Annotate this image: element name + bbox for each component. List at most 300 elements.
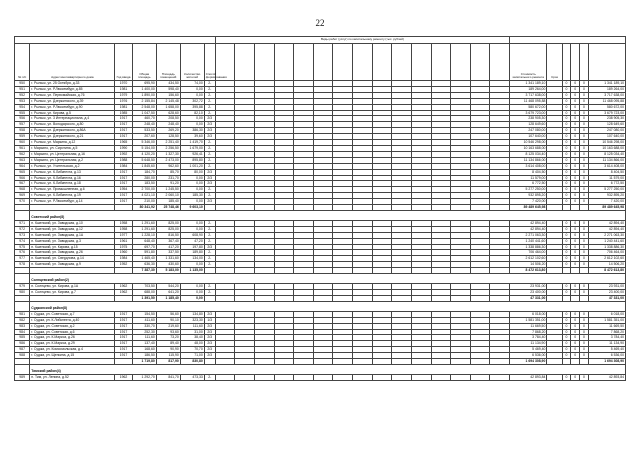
area-rooms-cell: 85,70 — [156, 169, 180, 175]
row-number: 957 — [15, 122, 30, 128]
residents-cell: 1 001,20 — [180, 163, 204, 169]
flag-cell: 0 — [571, 157, 580, 163]
residents-cell: 1 135,00 — [180, 268, 204, 274]
area-cell: 1 719,80 — [132, 359, 156, 365]
year-cell: 1917 — [115, 128, 132, 134]
method-cell: 2- — [204, 232, 215, 238]
flag-cell: 0 — [571, 145, 580, 151]
term-cell — [547, 374, 562, 380]
year-cell: 1962 — [115, 374, 132, 380]
flag-cell: 0 — [580, 256, 589, 262]
area-cell: 1 400,00 — [132, 86, 156, 92]
year-cell: 1917 — [115, 199, 132, 205]
flag-cell: 0 — [580, 128, 589, 134]
method-cell: 2/3 — [204, 169, 215, 175]
row-number: 969 — [15, 193, 30, 199]
total-cell: 1 694 308,90 — [510, 359, 547, 365]
flag-cell: 0 — [580, 347, 589, 353]
col-total: Стоимость капитального ремонта — [510, 44, 547, 81]
flag-cell: 0 — [580, 98, 589, 104]
work-cell — [254, 374, 274, 380]
area-cell: 688,00 — [132, 290, 156, 296]
total-repeat-cell: 10 546 298,00 — [588, 140, 625, 146]
total-repeat-cell: 89 489 645,98 — [588, 205, 625, 211]
method-cell: 2/3 — [204, 244, 215, 250]
section-header-row — [15, 274, 626, 284]
row-number: 967 — [15, 181, 30, 187]
address-cell: г. Рыльск, ул. Р.Люксембург, д.14 — [30, 199, 115, 205]
address-cell: г. Суджа, ул. К.Маркса, д.29 — [30, 341, 115, 347]
area-rooms-cell: 2 251,40 — [156, 140, 180, 146]
flag-cell: 0 — [562, 181, 571, 187]
total-repeat-cell: 2 271 063,30 — [588, 232, 625, 238]
flag-cell: 0 — [562, 323, 571, 329]
total-repeat-cell: 23 400,00 — [588, 290, 625, 296]
flag-cell: 0 — [571, 116, 580, 122]
total-cell: 8 472 613,80 — [510, 268, 547, 274]
total-cell: 11 579,00 — [510, 175, 547, 181]
residents-cell: 1 419,70 — [180, 140, 204, 146]
year-cell: 1984 — [115, 163, 132, 169]
flag-cell: 0 — [571, 244, 580, 250]
area-rooms-cell: 434,50 — [156, 81, 180, 87]
total-cell: 47 331,00 — [510, 295, 547, 301]
residents-cell: 608,90 — [180, 232, 204, 238]
flag-cell: 0 — [580, 116, 589, 122]
row-number: 963 — [15, 157, 30, 163]
area-cell: 703,50 — [132, 284, 156, 290]
area-cell: 80 341,92 — [132, 205, 156, 211]
address-cell: г. Суджа, ул. Советская, д.2 — [30, 323, 115, 329]
method-cell: 2- — [204, 284, 215, 290]
address-cell: г. Рыльск, ул. Маркина, д.12 — [30, 140, 115, 146]
address-cell: г. Рыльск, ул. Учительская, д.2 — [30, 163, 115, 169]
flag-cell: 0 — [562, 187, 571, 193]
flag-cell: 0 — [562, 329, 571, 335]
area-cell: 460,70 — [132, 116, 156, 122]
flag-cell: 0 — [571, 284, 580, 290]
flag-cell: 0 — [580, 92, 589, 98]
row-number: 965 — [15, 169, 30, 175]
flag-cell: 0 — [580, 226, 589, 232]
address-cell: г. Рыльск, ул. К.Либкнехта, д.16 — [30, 175, 115, 181]
total-repeat-cell: 932 895,20 — [588, 193, 625, 199]
row-number: 987 — [15, 347, 30, 353]
section-title: Солнцевский район(2) — [30, 274, 626, 284]
area-rooms-cell: 219,60 — [156, 323, 180, 329]
flag-cell: 0 — [562, 199, 571, 205]
area-rooms-cell: 1 658,00 — [156, 104, 180, 110]
area-cell: 186,50 — [132, 353, 156, 359]
year-cell: 1952 — [115, 262, 132, 268]
row-number: 958 — [15, 128, 30, 134]
col-term: Срок — [547, 44, 562, 81]
method-cell: 2/3 — [204, 122, 215, 128]
residents-cell: 39,60 — [180, 134, 204, 140]
work-cell — [294, 374, 314, 380]
row-number: 956 — [15, 116, 30, 122]
row-number: 974 — [15, 238, 30, 244]
method-cell: 2- — [204, 220, 215, 226]
method-cell: 2- — [204, 110, 215, 116]
residents-cell: 48,00 — [180, 341, 204, 347]
row-number: 959 — [15, 134, 30, 140]
total-cell: 580 672,00 — [510, 104, 547, 110]
total-cell: 89 489 645,98 — [510, 205, 547, 211]
area-rooms-cell: 337,50 — [156, 250, 180, 256]
method-cell: 2- — [204, 193, 215, 199]
year-cell: 1960 — [115, 250, 132, 256]
flag-cell: 0 — [580, 181, 589, 187]
total-cell: 2 612 102,60 — [510, 256, 547, 262]
total-cell: 1 240 441,60 — [510, 238, 547, 244]
flag-cell: 0 — [580, 232, 589, 238]
year-cell: 1917 — [115, 116, 132, 122]
method-cell: 2- — [204, 226, 215, 232]
address-cell: г. Рыльск, ул. Кирова, д.5 — [30, 110, 115, 116]
total-repeat-cell: 8 404,50 — [588, 169, 625, 175]
total-cell: 5 469,40 — [510, 347, 547, 353]
residents-cell: 1 679,00 — [180, 145, 204, 151]
total-cell: 42 894,40 — [510, 220, 547, 226]
flag-cell: 0 — [571, 290, 580, 296]
residents-cell: 82,10 — [180, 110, 204, 116]
flag-cell: 0 — [562, 157, 571, 163]
total-cell: 247 080,00 — [510, 128, 547, 134]
residents-cell: 47,20 — [180, 238, 204, 244]
flag-cell: 0 — [562, 374, 571, 380]
address-cell: г. Суджа, ул. Советская, д.7 — [30, 311, 115, 317]
flag-cell: 0 — [562, 290, 571, 296]
row-number — [15, 301, 30, 311]
method-cell: 2/3 — [204, 199, 215, 205]
area-rooms-cell: 1 327,30 — [156, 151, 180, 157]
area-cell: 183,50 — [132, 181, 156, 187]
flag-cell: 0 — [571, 193, 580, 199]
flag-cell: 0 — [562, 311, 571, 317]
year-cell: 1917 — [115, 329, 132, 335]
address-cell: г. Рыльск, ул. Володарского, д.80 — [30, 122, 115, 128]
row-number: 971 — [15, 220, 30, 226]
flag-cell: 0 — [580, 250, 589, 256]
area-rooms-cell: 841,70 — [156, 374, 180, 380]
address-cell: п. Кшенский, ул. Заводская, д.10 — [30, 220, 115, 226]
area-rooms-cell: 185,40 — [156, 199, 180, 205]
address-cell: г. Суджа, ул. К.Либкнехта, д.40 — [30, 317, 115, 323]
area-rooms-cell: 231,70 — [156, 175, 180, 181]
flag-cell: 0 — [571, 220, 580, 226]
area-rooms-cell: 90,10 — [156, 317, 180, 323]
flag-cell: 0 — [580, 329, 589, 335]
area-rooms-cell: 367,40 — [156, 238, 180, 244]
total-repeat-cell: 3 784,40 — [588, 335, 625, 341]
total-cell: 23 931,00 — [510, 284, 547, 290]
address-cell: г. Рыльск, ул. Дзержинского, д.21 — [30, 134, 115, 140]
area-cell: 252,30 — [132, 329, 156, 335]
total-repeat-cell: 2 612 102,60 — [588, 256, 625, 262]
total-repeat-cell: 7 420,00 — [588, 199, 625, 205]
residents-cell: 0,00 — [180, 181, 204, 187]
section-title: Тимский район(4) — [30, 364, 626, 374]
area-rooms-cell: 269,20 — [156, 128, 180, 134]
flag-cell: 0 — [571, 140, 580, 146]
total-cell: 7 868,20 — [510, 329, 547, 335]
work-cell — [470, 374, 490, 380]
flag-cell: 0 — [571, 353, 580, 359]
flag-cell: 0 — [580, 290, 589, 296]
flag-cell: 0 — [562, 134, 571, 140]
total-repeat-cell: 10 163 688,00 — [588, 145, 625, 151]
area-cell: 280,00 — [132, 175, 156, 181]
flag-cell: 0 — [562, 86, 571, 92]
residents-cell: 80,00 — [180, 169, 204, 175]
total-repeat-cell: 6 772,50 — [588, 181, 625, 187]
area-cell: 5 346,00 — [132, 140, 156, 146]
flag-cell: 0 — [571, 98, 580, 104]
method-cell: 2- — [204, 92, 215, 98]
flag-cell: 0 — [571, 250, 580, 256]
flag-cell: 0 — [562, 284, 571, 290]
residents-cell: 0,00 — [180, 295, 204, 301]
col-address: Адрес многоквартирного дома — [30, 44, 115, 81]
address-cell: г. Рыльск, ул. К.Либкнехта, д.19 — [30, 193, 115, 199]
flag-cell: 0 — [571, 81, 580, 87]
flag-cell: 0 — [580, 187, 589, 193]
flag-cell: 0 — [562, 175, 571, 181]
flag-cell: 0 — [562, 244, 571, 250]
section-header-row — [15, 301, 626, 311]
flag-cell: 0 — [571, 86, 580, 92]
flag-cell: 0 — [562, 81, 571, 87]
residents-cell: 0,00 — [180, 86, 204, 92]
total-repeat-cell: 42 893,84 — [588, 374, 625, 380]
total-repeat-cell: 42 894,40 — [588, 226, 625, 232]
address-cell: г. Рыльск, ул. Промышленная, д.6 — [30, 187, 115, 193]
year-cell: 1917 — [115, 323, 132, 329]
area-rooms-cell: 156,60 — [156, 92, 180, 98]
total-cell: 706 464,00 — [510, 250, 547, 256]
address-cell: п. Солнцево, ул. Кирова, д.7 — [30, 290, 115, 296]
flag-cell: 0 — [571, 104, 580, 110]
flag-cell: 0 — [571, 181, 580, 187]
year-cell: 1988 — [115, 157, 132, 163]
table-row — [15, 374, 626, 380]
total-cell: 3 784,40 — [510, 335, 547, 341]
method-cell: 2- — [204, 374, 215, 380]
total-cell: 42 893,84 — [510, 374, 547, 380]
year-cell: 1984 — [115, 256, 132, 262]
row-number — [15, 364, 30, 374]
area-rooms-cell: 73,20 — [156, 335, 180, 341]
address-cell: г. Рыльск, ул. Р.Люксембург, д.90 — [30, 104, 115, 110]
total-cell: 189 264,00 — [510, 86, 547, 92]
flag-cell: 0 — [580, 238, 589, 244]
total-cell: 3 717 638,00 — [510, 92, 547, 98]
row-number: 975 — [15, 244, 30, 250]
address-cell: г. Рыльск, ул. Дзержинского, д.39 — [30, 98, 115, 104]
area-rooms-cell: 962,60 — [156, 163, 180, 169]
flag-cell: 0 — [571, 226, 580, 232]
flag-cell: 0 — [571, 374, 580, 380]
year-cell: 1977 — [115, 232, 132, 238]
work-cell — [313, 374, 333, 380]
total-repeat-cell: 11 134 866,00 — [588, 157, 625, 163]
total-cell: 10 546 298,00 — [510, 140, 547, 146]
flag-cell: 0 — [571, 128, 580, 134]
area-rooms-cell: 1 185,40 — [156, 295, 180, 301]
address-cell: г. Суджа, ул. Советская, д.6 — [30, 329, 115, 335]
area-rooms-cell: 2 256,50 — [156, 145, 180, 151]
flag-cell: 0 — [580, 199, 589, 205]
year-cell: 1917 — [115, 193, 132, 199]
area-rooms-cell: 89,40 — [156, 341, 180, 347]
area-cell: 591,80 — [132, 250, 156, 256]
area-cell: 695,90 — [132, 81, 156, 87]
residents-cell: 302,72 — [180, 98, 204, 104]
area-cell: 697,70 — [132, 244, 156, 250]
total-repeat-cell: 1 338 886,30 — [588, 244, 625, 250]
address-cell: г. Рыльск, ул. 3 Интернационала, д.4 — [30, 116, 115, 122]
method-cell: 2/3 — [204, 347, 215, 353]
row-number: 985 — [15, 335, 30, 341]
address-cell: г. Рыльск, ул. Р.Люксембург, д.85 — [30, 86, 115, 92]
address-cell: п. Кшенский, ул. Кирова, д.15 — [30, 244, 115, 250]
total-repeat-cell: 107 640,00 — [588, 134, 625, 140]
year-cell: 1917 — [115, 335, 132, 341]
flag-cell: 0 — [580, 262, 589, 268]
total-repeat-cell: 8 472 613,80 — [588, 268, 625, 274]
year-cell: 1981 — [115, 86, 132, 92]
flag-cell: 0 — [562, 116, 571, 122]
flag-cell: 0 — [562, 226, 571, 232]
flag-cell: 0 — [580, 323, 589, 329]
total-cell: 3 614 408,00 — [510, 163, 547, 169]
residents-cell: 0,00 — [180, 220, 204, 226]
area-rooms-cell: 1 331,60 — [156, 256, 180, 262]
area-rooms-cell: 208,50 — [156, 116, 180, 122]
total-cell: 11 468 095,88 — [510, 98, 547, 104]
flag-cell: 0 — [580, 81, 589, 87]
total-cell: 107 640,00 — [510, 134, 547, 140]
area-rooms-cell: 641,20 — [156, 290, 180, 296]
year-cell: 1917 — [115, 353, 132, 359]
flag-cell: 0 — [571, 92, 580, 98]
flag-cell: 0 — [562, 353, 571, 359]
method-cell: 2/3 — [204, 181, 215, 187]
flag-cell: 0 — [580, 341, 589, 347]
total-cell: 6 772,50 — [510, 181, 547, 187]
flag-cell: 0 — [562, 238, 571, 244]
method-cell: 2/3 — [204, 335, 215, 341]
flag-cell: 0 — [562, 341, 571, 347]
method-cell: 2/3 — [204, 134, 215, 140]
row-number: 989 — [15, 374, 30, 380]
work-cell — [353, 374, 373, 380]
flag-cell: 0 — [562, 145, 571, 151]
year-cell: 1958 — [115, 226, 132, 232]
area-rooms-cell: 598,40 — [156, 86, 180, 92]
method-cell: 2- — [204, 81, 215, 87]
address-cell: г. Марьино, ул. Центральная, д.2 — [30, 157, 115, 163]
method-cell: 2/3 — [204, 353, 215, 359]
residents-cell: 0,00 — [180, 175, 204, 181]
row-number: 976 — [15, 250, 30, 256]
area-rooms-cell: 825,00 — [156, 226, 180, 232]
year-cell: 1985 — [115, 110, 132, 116]
row-number: 986 — [15, 341, 30, 347]
method-cell: 2- — [204, 187, 215, 193]
year-cell: 1981 — [115, 104, 132, 110]
address-cell: г. Суджа, ул. К.Маркса, д.26 — [30, 335, 115, 341]
flag-cell: 0 — [562, 250, 571, 256]
area-cell: 210,00 — [132, 199, 156, 205]
area-rooms-cell: 816,50 — [156, 232, 180, 238]
flag-cell: 0 — [580, 134, 589, 140]
total-repeat-cell: 14 506,20 — [588, 262, 625, 268]
address-cell: п. Тим, ул. Ленина, д.52 — [30, 374, 115, 380]
year-cell: 1965 — [115, 140, 132, 146]
total-cell: 10 163 688,00 — [510, 145, 547, 151]
flag-cell: 0 — [562, 262, 571, 268]
flag-cell: 0 — [571, 238, 580, 244]
flag-cell: 0 — [580, 193, 589, 199]
address-cell: г. Марьино, ул. Сиротина, д.5 — [30, 145, 115, 151]
flag-cell: 0 — [580, 311, 589, 317]
area-cell: 533,50 — [132, 128, 156, 134]
total-repeat-cell: 128 649,60 — [588, 122, 625, 128]
total-cell: 1 341 189,10 — [510, 81, 547, 87]
total-repeat-cell: 11 669,50 — [588, 323, 625, 329]
area-cell: 2 155,84 — [132, 98, 156, 104]
total-repeat-cell: 11 579,00 — [588, 175, 625, 181]
residents-cell: 0,00 — [180, 199, 204, 205]
row-number: 951 — [15, 86, 30, 92]
flag-cell: 0 — [571, 163, 580, 169]
section-header-row — [15, 210, 626, 220]
total-repeat-cell: 7 868,20 — [588, 329, 625, 335]
total-repeat-cell: 3 679 723,00 — [588, 110, 625, 116]
work-cell — [235, 374, 255, 380]
flag-cell: 0 — [580, 163, 589, 169]
residents-cell: 0,00 — [180, 187, 204, 193]
total-cell: 6 536,00 — [510, 353, 547, 359]
area-cell: 1 228,10 — [132, 232, 156, 238]
flag-cell: 0 — [571, 256, 580, 262]
work-cell — [392, 374, 412, 380]
residents-cell: 71,00 — [180, 353, 204, 359]
area-cell: 207,60 — [132, 134, 156, 140]
year-cell: 1961 — [115, 238, 132, 244]
flag-cell: 0 — [562, 110, 571, 116]
total-repeat-cell: 11 468 095,88 — [588, 98, 625, 104]
flag-cell: 0 — [562, 317, 571, 323]
area-rooms-cell: 1 245,50 — [156, 187, 180, 193]
flag-cell: 0 — [580, 169, 589, 175]
year-cell: 1917 — [115, 341, 132, 347]
work-cell — [274, 374, 294, 380]
total-cell: 11 134,90 — [510, 341, 547, 347]
flag-cell: 0 — [580, 220, 589, 226]
flag-cell: 0 — [571, 122, 580, 128]
address-cell: п. Кшенский, ул. Заводская, д.9 — [30, 262, 115, 268]
address-cell: п. Кшенский, ул. Заводская, д.3 — [30, 238, 115, 244]
row-number: 972 — [15, 226, 30, 232]
work-cell — [431, 374, 451, 380]
residents-cell: 185,30 — [180, 193, 204, 199]
year-cell: 1962 — [115, 290, 132, 296]
row-number — [15, 274, 30, 284]
method-cell: 2- — [204, 98, 215, 104]
